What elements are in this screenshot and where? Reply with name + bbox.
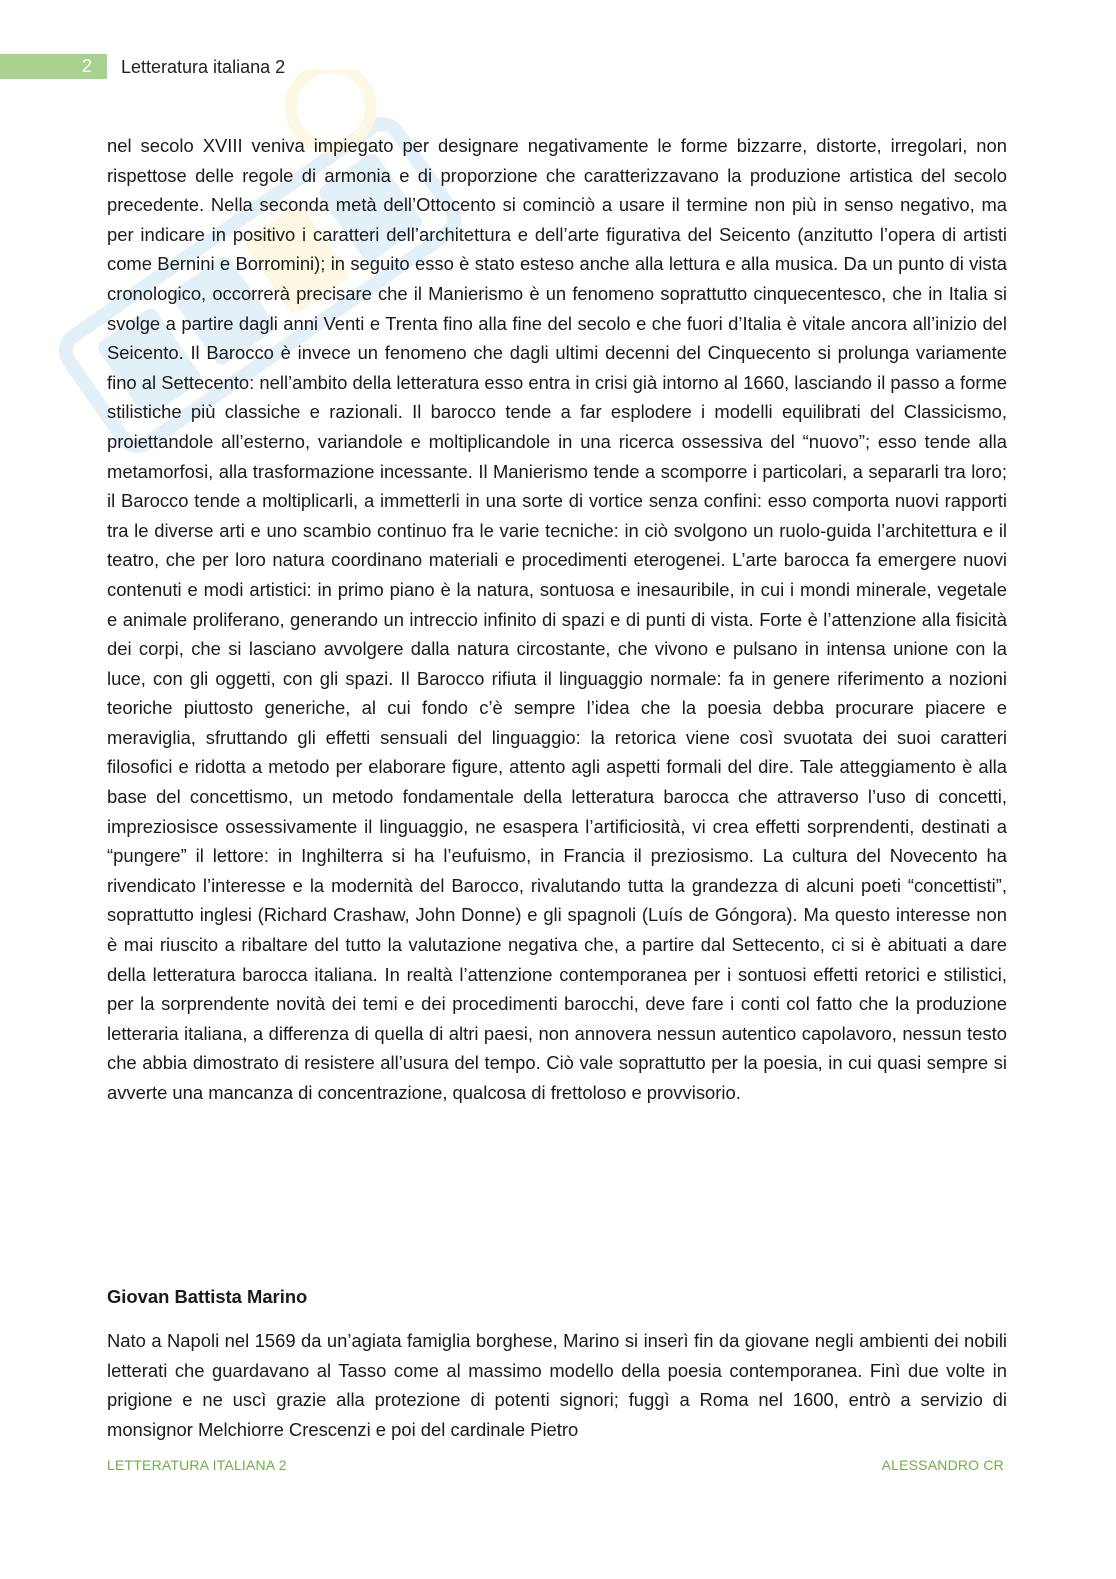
- footer-title: LETTERATURA ITALIANA 2: [107, 1457, 287, 1473]
- body-paragraph: nel secolo XVIII veniva impiegato per designare negativamente le forme bizzarre, distorte, irregolari, non rispettose delle regole di armonia e di proporzione che caratterizzavano la produzione artistica del secolo precedente. Nella seconda metà dell’Ottocento si cominciò a usare il termine non più in senso negativo, ma per indicare in positivo i caratteri dell’architettura e dell’arte figurativa del Seicento (anzitutto l’opera di artisti come Bernini e Borromini); in seguito esso è stato esteso anche alla lettura e alla musica. Da un punto di vista cronologico, occorrerà precisare che il Manierismo è un fenomeno soprattutto cinquecentesco, che in Italia si svolge a partire dagli anni Venti e Trenta fino alla fine del secolo e che fuori d’Italia è vitale ancora all’inizio del Seicento. Il Barocco è invece un fenomeno che dagli ultimi decenni del Cinquecento si prolunga variamente fino al Settecento: nell’ambito della letteratura esso entra in crisi già intorno al 1660, lasciando il passo a forme stilistiche più classiche e razionali. Il barocco tende a far esplodere i modelli equilibrati del Classicismo, proiettandole all’esterno, variandole e moltiplicandole in una ricerca ossessiva del “nuovo”; esso tende alla metamorfosi, alla trasformazione incessante. Il Manierismo tende a scomporre i particolari, a separarli tra loro; il Barocco tende a moltiplicarli, a immetterli in una sorte di vortice senza confini: esso comporta nuovi rapporti tra le diverse arti e uno scambio continuo fra le varie tecniche: in ciò svolgono un ruolo-guida l’architettura e il teatro, che per loro natura coordinano materiali e procedimenti eterogenei. L’arte barocca fa emergere nuovi contenuti e modi artistici: in primo piano è la natura, sontuosa e inesauribile, in cui i mondi minerale, vegetale e animale proliferano, generando un intreccio infinito di spazi e di punti di vista. Forte è l’attenzione alla fisicità dei corpi, che si lasciano avvolgere dalla natura circostante, che vivono e pulsano in intensa unione con la luce, con gli oggetti, con gli spazi. Il Barocco rifiuta il linguaggio normale: fa in genere riferimento a nozioni teoriche piuttosto generiche, al cui fondo c’è sempre l’idea che la poesia debba procurare piacere e meraviglia, sfruttando gli effetti sensuali del linguaggio: la retorica viene così svuotata dei suoi caratteri filosofici e ridotta a metodo per elaborare figure, attento agli aspetti formali del dire. Tale atteggiamento è alla base del concettismo, un metodo fondamentale della letteratura barocca che attraverso l’uso di concetti, impreziosisce ossessivamente il linguaggio, ne esaspera l’artificiosità, vi crea effetti sorprendenti, destinati a “pungere” il lettore: in Inghilterra si ha l’eufuismo, in Francia il preziosismo. La cultura del Novecento ha rivendicato l’interesse e la modernità del Barocco, rivalutando tutta la grandezza di alcuni poeti “concettisti”, soprattutto inglesi (Richard Crashaw, John Donne) e gli spagnoli (Luís de Góngora). Ma questo interesse non è mai riuscito a ribaltare del tutto la valutazione negativa che, a partire dal Settecento, ci si è abituati a dare della letteratura barocca italiana. In realtà l’attenzione contemporanea per i sontuosi effetti retorici e stilistici, per la sorprendente novità dei temi e dei procedimenti barocchi, deve fare i conti col fatto che la produzione letteraria italiana, a differenza di quella di altri paesi, non annovera nessun autentico capolavoro, nessun testo che abbia dimostrato di resistere all’usura del tempo. Ciò vale soprattutto per la poesia, in cui quasi sempre si avverte una mancanza di concentrazione, qualcosa di frettoloso e provvisorio.: [107, 135, 1007, 1103]
- body-text: [107, 131, 1007, 1108]
- body-paragraph: Nato a Napoli nel 1569 da un’agiata famiglia borghese, Marino si inserì fin da giovane negli ambienti dei nobili letterati che guardavano al Tasso come al massimo modello della poesia contemporanea. Finì due volte in prigione e ne uscì grazie alla protezione di potenti signori; fuggì a Roma nel 1600, entrò a servizio di monsignor Melchiorre Crescenzi e poi del cardinale Pietro: [107, 1330, 1007, 1440]
- section-heading: Giovan Battista Marino: [107, 1286, 308, 1307]
- body-text-section: [107, 1326, 1007, 1444]
- running-header-title: Letteratura italiana 2: [121, 57, 286, 77]
- footer-author: ALESSANDRO CR: [881, 1457, 1004, 1473]
- page-number: 2: [81, 56, 92, 76]
